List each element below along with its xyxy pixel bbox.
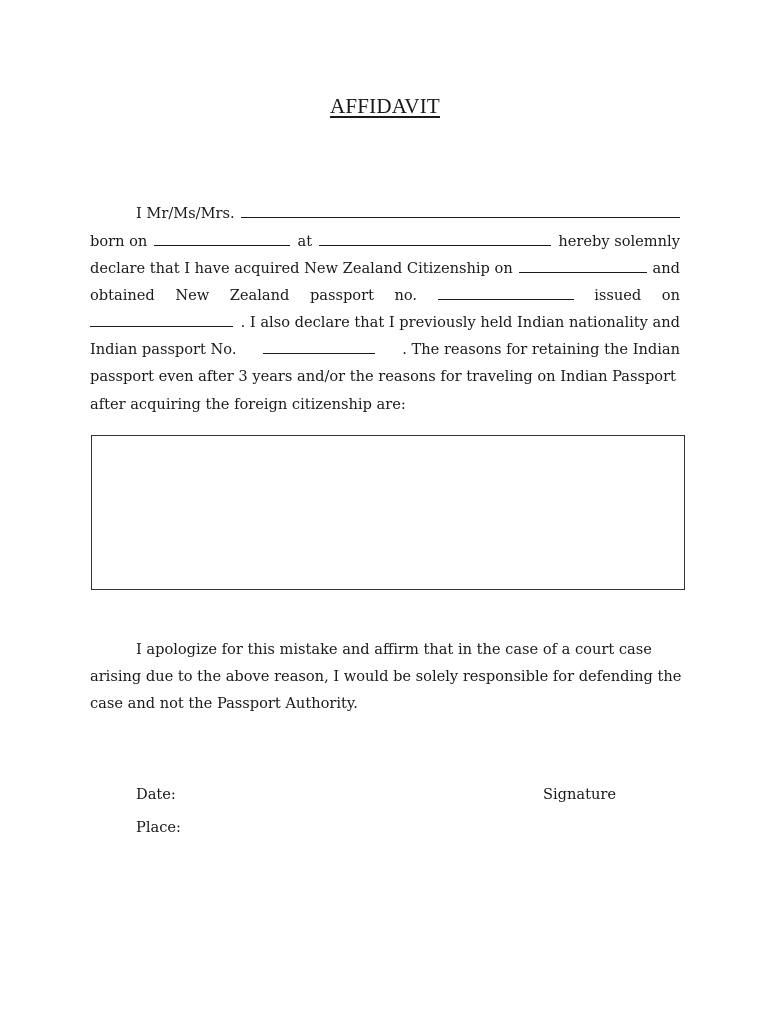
birth-place-blank[interactable] [319,231,551,246]
affidavit-line-1 [90,203,680,224]
name-blank[interactable] [241,203,680,218]
affidavit-line-8: after acquiring the foreign citizenship are: [90,396,406,413]
nationality-text: . I also declare that I previously held Indian nationality and [240,314,680,331]
no-word: no. [394,287,418,304]
affidavit-line-2 [90,231,680,252]
issued-word: issued [594,287,642,304]
born-on-label: born on [90,233,148,250]
apology-line-2: arising due to the above reason, I would be solely responsible for defending the [90,668,682,685]
new-word: New [175,287,210,304]
citizenship-text: declare that I have acquired New Zealand Citizenship on [90,260,513,277]
signature-label: Signature [543,786,616,803]
page-title: AFFIDAVIT [330,94,440,118]
issue-date-blank[interactable] [90,312,233,327]
at-label: at [297,233,313,250]
affidavit-line-7: passport even after 3 years and/or the reasons for traveling on Indian Passport [90,368,676,385]
affidavit-line-3 [90,258,680,279]
affidavit-line-4 [90,285,680,306]
hereby-label: hereby solemnly [558,233,680,250]
affidavit-line-5 [90,312,680,333]
and-label: and [652,260,680,277]
reasons-box[interactable] [91,435,685,590]
birth-date-blank[interactable] [154,231,290,246]
indian-passport-number-blank[interactable] [263,339,375,354]
on-word: on [661,287,680,304]
nz-passport-number-blank[interactable] [438,285,574,300]
indian-passport-label: Indian passport No. [90,341,237,358]
citizenship-date-blank[interactable] [519,258,647,273]
apology-line-1: I apologize for this mistake and affirm that in the case of a court case [136,641,652,658]
salutation-label: I Mr/Ms/Mrs. [136,205,235,222]
apology-line-3: case and not the Passport Authority. [90,695,358,712]
date-label: Date: [136,786,176,803]
passport-word: passport [309,287,374,304]
affidavit-line-6 [90,339,680,360]
obtained-word: obtained [90,287,155,304]
place-label: Place: [136,819,181,836]
reasons-text: . The reasons for retaining the Indian [402,341,680,358]
zealand-word: Zealand [229,287,290,304]
